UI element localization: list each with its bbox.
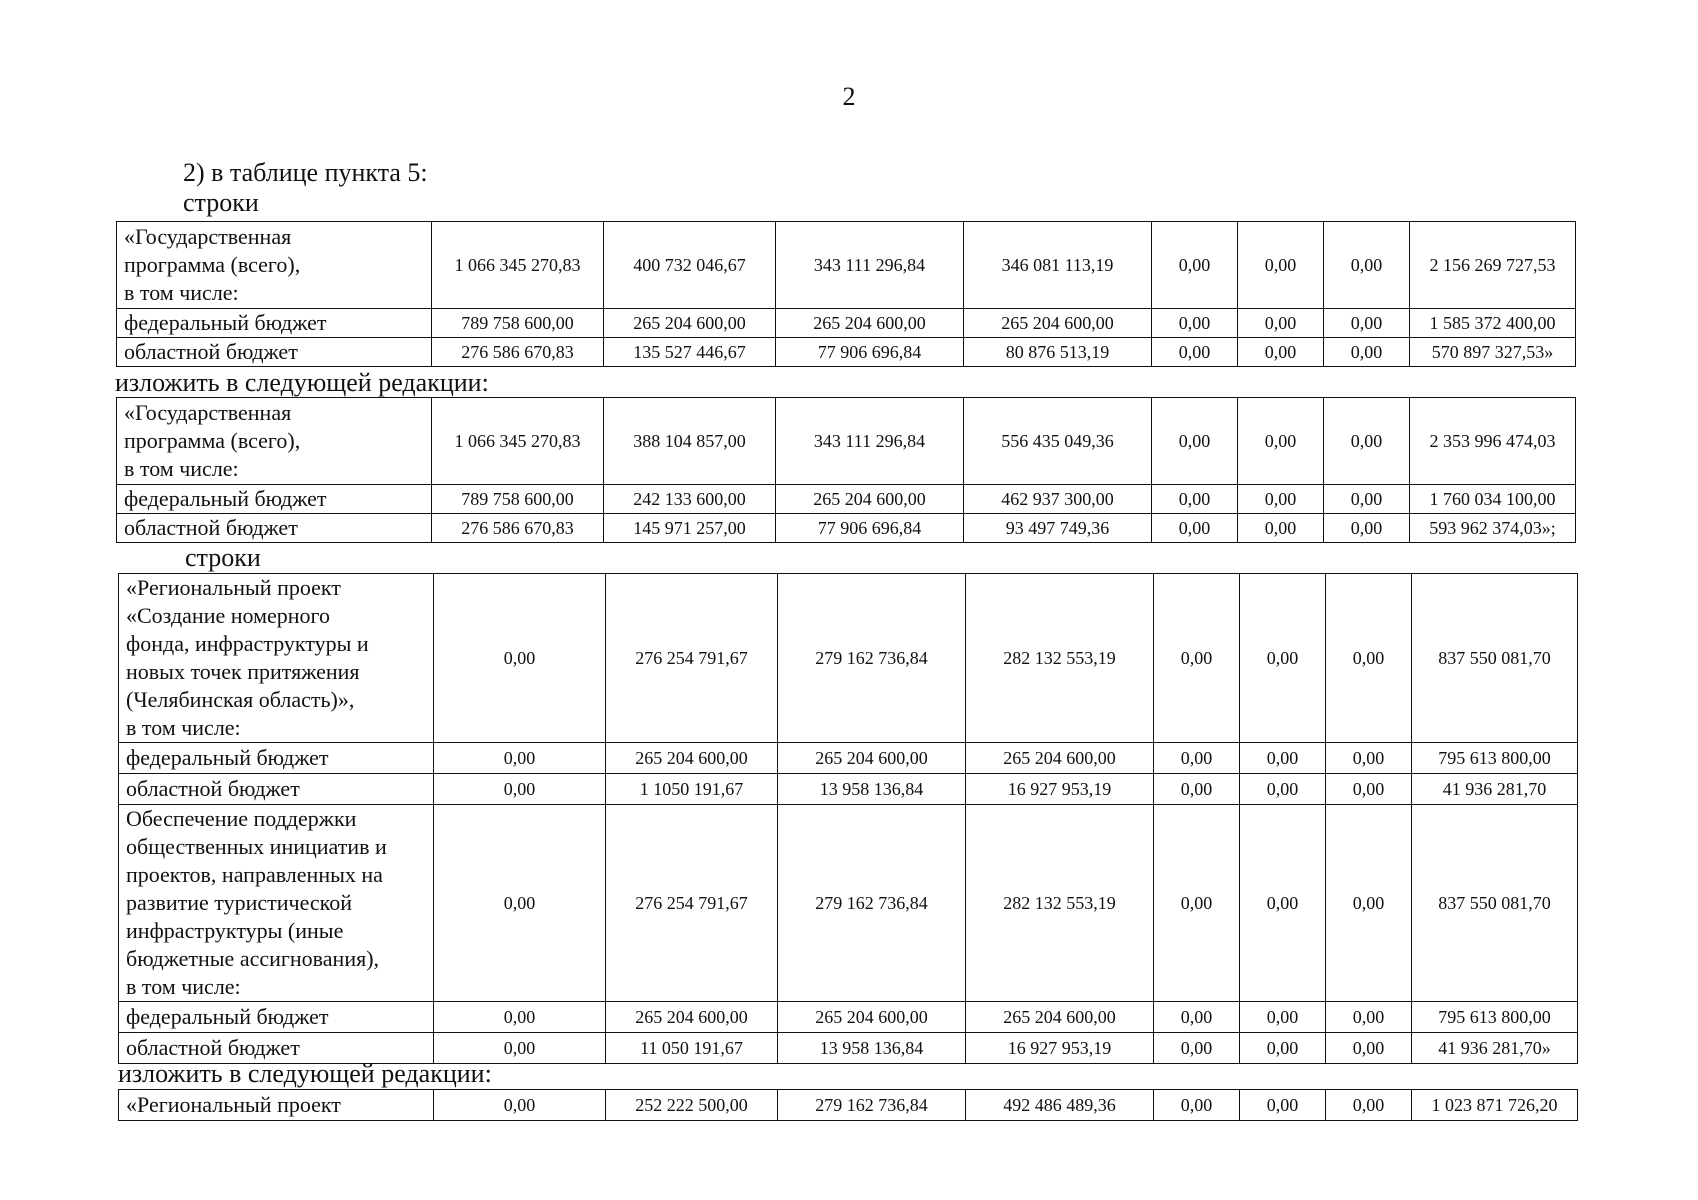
value-cell: 0,00 <box>1324 338 1410 367</box>
value-cell: 279 162 736,84 <box>778 574 966 743</box>
row-label-line: в том числе: <box>124 280 239 305</box>
value-cell: 593 962 374,03»; <box>1410 514 1576 543</box>
value-cell: 145 971 257,00 <box>604 514 776 543</box>
table-new-regional-project <box>118 1089 1578 1121</box>
value-cell: 0,00 <box>1238 222 1324 309</box>
row-label-line: в том числе: <box>126 715 241 740</box>
row-label <box>117 338 432 367</box>
row-label <box>119 1002 434 1033</box>
row-label-line: «Создание номерного <box>126 603 331 628</box>
row-label <box>119 1090 434 1121</box>
value-cell: 388 104 857,00 <box>604 398 776 485</box>
row-label-line: «Региональный проект <box>126 575 341 600</box>
row-label-line: (Челябинская область)», <box>126 687 355 712</box>
value-cell: 2 156 269 727,53 <box>1410 222 1576 309</box>
value-cell: 0,00 <box>1326 1002 1412 1033</box>
value-cell: 1 1050 191,67 <box>606 774 778 805</box>
value-cell: 265 204 600,00 <box>964 309 1152 338</box>
value-cell: 492 486 489,36 <box>966 1090 1154 1121</box>
value-cell: 837 550 081,70 <box>1412 574 1578 743</box>
value-cell: 276 586 670,83 <box>432 338 604 367</box>
value-cell: 265 204 600,00 <box>606 743 778 774</box>
value-cell: 0,00 <box>1238 485 1324 514</box>
value-cell: 93 497 749,36 <box>964 514 1152 543</box>
value-cell: 282 132 553,19 <box>966 805 1154 1002</box>
table-original-program <box>116 221 1576 367</box>
value-cell: 0,00 <box>434 774 606 805</box>
table-row <box>119 774 1578 805</box>
row-label-line: федеральный бюджет <box>126 1004 329 1029</box>
row-label-line: в том числе: <box>126 974 241 999</box>
row-label-line: федеральный бюджет <box>124 486 327 511</box>
intro-text: 2) в таблице пункта 5: <box>183 158 428 187</box>
row-label-line: проектов, направленных на <box>126 862 383 887</box>
value-cell: 0,00 <box>1326 1033 1412 1064</box>
table-new-program <box>116 397 1576 543</box>
value-cell: 0,00 <box>434 805 606 1002</box>
value-cell: 1 066 345 270,83 <box>432 398 604 485</box>
value-cell: 0,00 <box>1238 514 1324 543</box>
value-cell: 0,00 <box>1240 1033 1326 1064</box>
value-cell: 265 204 600,00 <box>776 485 964 514</box>
value-cell: 0,00 <box>1240 743 1326 774</box>
value-cell: 265 204 600,00 <box>604 309 776 338</box>
table-row <box>119 574 1578 743</box>
value-cell: 265 204 600,00 <box>966 1002 1154 1033</box>
value-cell: 0,00 <box>1152 398 1238 485</box>
value-cell: 77 906 696,84 <box>776 338 964 367</box>
replace-label-1: изложить в следующей редакции: <box>115 368 489 397</box>
value-cell: 0,00 <box>1154 743 1240 774</box>
value-cell: 570 897 327,53» <box>1410 338 1576 367</box>
row-label <box>117 514 432 543</box>
value-cell: 242 133 600,00 <box>604 485 776 514</box>
table-row <box>117 514 1576 543</box>
value-cell: 0,00 <box>1326 805 1412 1002</box>
row-label-line: областной бюджет <box>124 339 298 364</box>
value-cell: 265 204 600,00 <box>778 1002 966 1033</box>
value-cell: 1 760 034 100,00 <box>1410 485 1576 514</box>
row-label-line: федеральный бюджет <box>126 745 329 770</box>
value-cell: 0,00 <box>1154 774 1240 805</box>
value-cell: 0,00 <box>1240 774 1326 805</box>
value-cell: 0,00 <box>1326 743 1412 774</box>
value-cell: 795 613 800,00 <box>1412 743 1578 774</box>
rows-label-1: строки <box>183 188 259 217</box>
row-label-line: областной бюджет <box>126 776 300 801</box>
value-cell: 0,00 <box>434 1090 606 1121</box>
value-cell: 0,00 <box>1324 309 1410 338</box>
row-label-line: бюджетные ассигнования), <box>126 946 380 971</box>
value-cell: 135 527 446,67 <box>604 338 776 367</box>
value-cell: 0,00 <box>1324 222 1410 309</box>
value-cell: 2 353 996 474,03 <box>1410 398 1576 485</box>
row-label-line: «Региональный проект <box>126 1092 341 1117</box>
value-cell: 400 732 046,67 <box>604 222 776 309</box>
value-cell: 0,00 <box>1154 1002 1240 1033</box>
value-cell: 0,00 <box>1326 1090 1412 1121</box>
row-label-line: инфраструктуры (иные <box>126 918 344 943</box>
rows-label-2: строки <box>185 543 261 572</box>
value-cell: 343 111 296,84 <box>776 398 964 485</box>
value-cell: 252 222 500,00 <box>606 1090 778 1121</box>
page-number: 2 <box>842 82 856 111</box>
value-cell: 0,00 <box>1326 574 1412 743</box>
value-cell: 0,00 <box>434 743 606 774</box>
value-cell: 276 254 791,67 <box>606 805 778 1002</box>
table-row <box>119 743 1578 774</box>
row-label <box>117 309 432 338</box>
value-cell: 13 958 136,84 <box>778 1033 966 1064</box>
value-cell: 556 435 049,36 <box>964 398 1152 485</box>
value-cell: 0,00 <box>1240 1090 1326 1121</box>
row-label-line: программа (всего), <box>124 428 301 453</box>
row-label <box>119 805 434 1002</box>
table-row <box>117 485 1576 514</box>
table-row <box>117 338 1576 367</box>
table-row <box>117 309 1576 338</box>
value-cell: 0,00 <box>1238 338 1324 367</box>
row-label-line: развитие туристической <box>126 890 353 915</box>
value-cell: 0,00 <box>434 1033 606 1064</box>
value-cell: 16 927 953,19 <box>966 1033 1154 1064</box>
row-label-line: областной бюджет <box>126 1035 300 1060</box>
value-cell: 0,00 <box>1326 774 1412 805</box>
row-label <box>117 485 432 514</box>
value-cell: 789 758 600,00 <box>432 309 604 338</box>
value-cell: 0,00 <box>434 1002 606 1033</box>
value-cell: 837 550 081,70 <box>1412 805 1578 1002</box>
value-cell: 789 758 600,00 <box>432 485 604 514</box>
value-cell: 0,00 <box>1238 309 1324 338</box>
value-cell: 343 111 296,84 <box>776 222 964 309</box>
value-cell: 0,00 <box>1324 514 1410 543</box>
value-cell: 0,00 <box>434 574 606 743</box>
row-label-line: новых точек притяжения <box>126 659 360 684</box>
value-cell: 0,00 <box>1240 574 1326 743</box>
row-label-line: «Государственная <box>124 400 292 425</box>
value-cell: 1 023 871 726,20 <box>1412 1090 1578 1121</box>
value-cell: 462 937 300,00 <box>964 485 1152 514</box>
value-cell: 265 204 600,00 <box>966 743 1154 774</box>
value-cell: 276 254 791,67 <box>606 574 778 743</box>
row-label-line: Обеспечение поддержки <box>126 806 357 831</box>
value-cell: 279 162 736,84 <box>778 805 966 1002</box>
value-cell: 282 132 553,19 <box>966 574 1154 743</box>
value-cell: 80 876 513,19 <box>964 338 1152 367</box>
row-label <box>117 222 432 309</box>
value-cell: 41 936 281,70 <box>1412 774 1578 805</box>
row-label <box>119 743 434 774</box>
value-cell: 13 958 136,84 <box>778 774 966 805</box>
table-row <box>119 805 1578 1002</box>
value-cell: 16 927 953,19 <box>966 774 1154 805</box>
value-cell: 0,00 <box>1152 309 1238 338</box>
row-label-line: фонда, инфраструктуры и <box>126 631 369 656</box>
value-cell: 1 066 345 270,83 <box>432 222 604 309</box>
value-cell: 41 936 281,70» <box>1412 1033 1578 1064</box>
value-cell: 276 586 670,83 <box>432 514 604 543</box>
value-cell: 265 204 600,00 <box>778 743 966 774</box>
row-label <box>119 774 434 805</box>
row-label-line: программа (всего), <box>124 252 301 277</box>
table-row <box>117 398 1576 485</box>
value-cell: 0,00 <box>1238 398 1324 485</box>
value-cell: 0,00 <box>1324 485 1410 514</box>
row-label-line: областной бюджет <box>124 515 298 540</box>
table-row <box>117 222 1576 309</box>
value-cell: 0,00 <box>1240 1002 1326 1033</box>
value-cell: 795 613 800,00 <box>1412 1002 1578 1033</box>
value-cell: 0,00 <box>1152 485 1238 514</box>
row-label <box>119 574 434 743</box>
value-cell: 0,00 <box>1152 222 1238 309</box>
row-label-line: федеральный бюджет <box>124 310 327 335</box>
value-cell: 0,00 <box>1154 1033 1240 1064</box>
row-label-line: в том числе: <box>124 456 239 481</box>
value-cell: 346 081 113,19 <box>964 222 1152 309</box>
value-cell: 0,00 <box>1154 805 1240 1002</box>
value-cell: 0,00 <box>1152 338 1238 367</box>
value-cell: 77 906 696,84 <box>776 514 964 543</box>
table-row <box>119 1090 1578 1121</box>
value-cell: 11 050 191,67 <box>606 1033 778 1064</box>
table-original-regional-project <box>118 573 1578 1064</box>
value-cell: 0,00 <box>1152 514 1238 543</box>
value-cell: 0,00 <box>1324 398 1410 485</box>
value-cell: 0,00 <box>1154 1090 1240 1121</box>
replace-label-2: изложить в следующей редакции: <box>118 1059 492 1088</box>
row-label-line: общественных инициатив и <box>126 834 387 859</box>
value-cell: 265 204 600,00 <box>776 309 964 338</box>
row-label-line: «Государственная <box>124 224 292 249</box>
value-cell: 1 585 372 400,00 <box>1410 309 1576 338</box>
value-cell: 265 204 600,00 <box>606 1002 778 1033</box>
table-row <box>119 1002 1578 1033</box>
value-cell: 0,00 <box>1240 805 1326 1002</box>
row-label <box>117 398 432 485</box>
value-cell: 279 162 736,84 <box>778 1090 966 1121</box>
value-cell: 0,00 <box>1154 574 1240 743</box>
